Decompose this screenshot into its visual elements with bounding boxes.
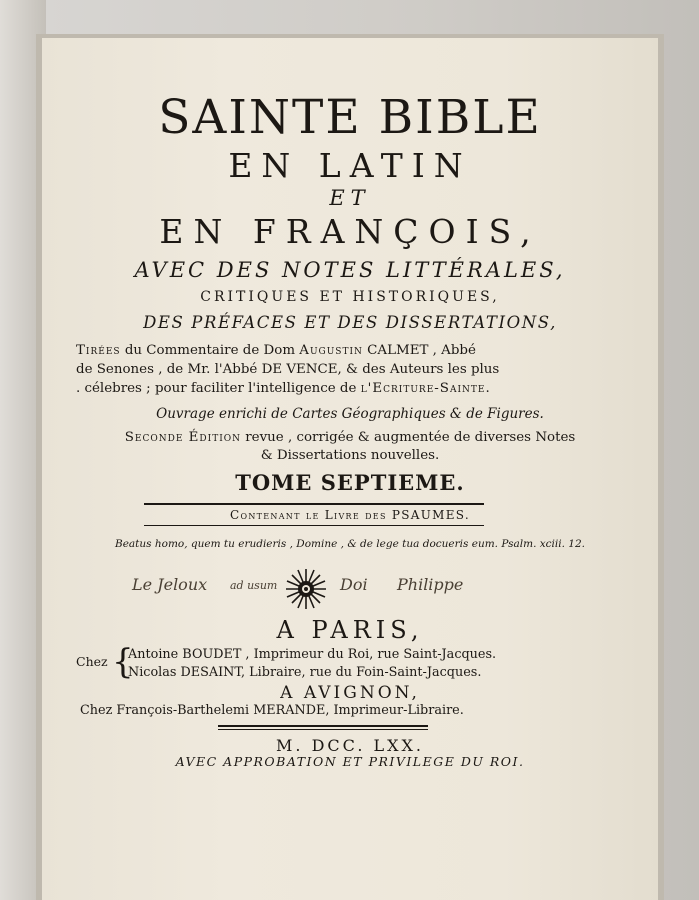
subtitle-prefaces: DES PRÉFACES ET DES DISSERTATIONS, [143, 313, 557, 332]
inscription-part-2: ad usum [230, 579, 278, 592]
rule-date-top [218, 725, 428, 727]
publisher-merande: Chez François-Barthelemi MERANDE, Imprimeur-Libraire. [80, 703, 464, 718]
city-paris: A PARIS, [276, 616, 424, 644]
subtitle-notes: AVEC DES NOTES LITTÉRALES, [134, 258, 566, 282]
fleuron-icon [284, 567, 328, 611]
title-line-3: ET [329, 186, 371, 210]
city-avignon: A AVIGNON, [280, 683, 420, 703]
rule-bottom [144, 525, 484, 526]
tome-heading: TOME SEPTIEME. [235, 470, 465, 495]
edition-label: Seconde Édition [124, 430, 242, 445]
attribution-commentaire: du Commentaire de Dom [120, 343, 300, 358]
contents-line: Contenant le Livre des PSAUMES. [230, 508, 470, 522]
inscription-part-3: Doi [340, 575, 368, 594]
handwritten-inscription [132, 567, 522, 611]
attribution-purpose: . célebres ; pour faciliter l'intelligence de [76, 381, 361, 396]
publisher-desaint: Nicolas DESAINT, Libraire, rue du Foin-Saint-Jacques. [128, 665, 482, 680]
subtitle-critiques: CRITIQUES ET HISTORIQUES, [200, 289, 500, 305]
attribution-augustin: Augustin [299, 343, 363, 358]
ornament-line: Ouvrage enrichi de Cartes Géographiques & de Figures. [156, 406, 544, 422]
title-line-1: SAINTE BIBLE [158, 90, 542, 145]
attribution-ecriture: l'Ecriture-Sainte [360, 381, 486, 396]
brace-icon: { [112, 642, 134, 682]
attribution-tirees: Tirées [76, 343, 121, 358]
attribution-line-3 [76, 380, 490, 398]
title-line-4: EN FRANÇOIS, [159, 212, 541, 251]
chez-label: Chez [76, 654, 108, 669]
rule-date-bottom [218, 729, 428, 730]
title-page [42, 38, 658, 900]
edition-line-2: & Dissertations nouvelles. [260, 448, 440, 463]
edition-line-1 [42, 430, 658, 445]
attribution-period: . [485, 381, 490, 396]
title-line-2: EN LATIN [228, 146, 472, 185]
attribution-calmet: CALMET , Abbé [362, 343, 476, 358]
attribution-line-1 [76, 342, 476, 360]
epigraph: Beatus homo, quem tu erudieris , Domine , & de lege tua docueris eum. Psalm. xciii. 12. [114, 538, 586, 550]
approbation-line: AVEC APPROBATION ET PRIVILEGE DU ROI. [175, 754, 525, 769]
inscription-part-4: Philippe [397, 575, 464, 594]
attribution-line-2: de Senones , de Mr. l'Abbé DE VENCE, & des Auteurs les plus [76, 362, 500, 377]
publisher-boudet: Antoine BOUDET , Imprimeur du Roi, rue Saint-Jacques. [128, 647, 497, 662]
edition-desc: revue , corrigée & augmentée de diverses Notes [241, 430, 576, 445]
inscription-part-1: Le Jeloux [132, 575, 208, 594]
publication-date: M. DCC. LXX. [276, 736, 424, 755]
rule-top [144, 503, 484, 505]
